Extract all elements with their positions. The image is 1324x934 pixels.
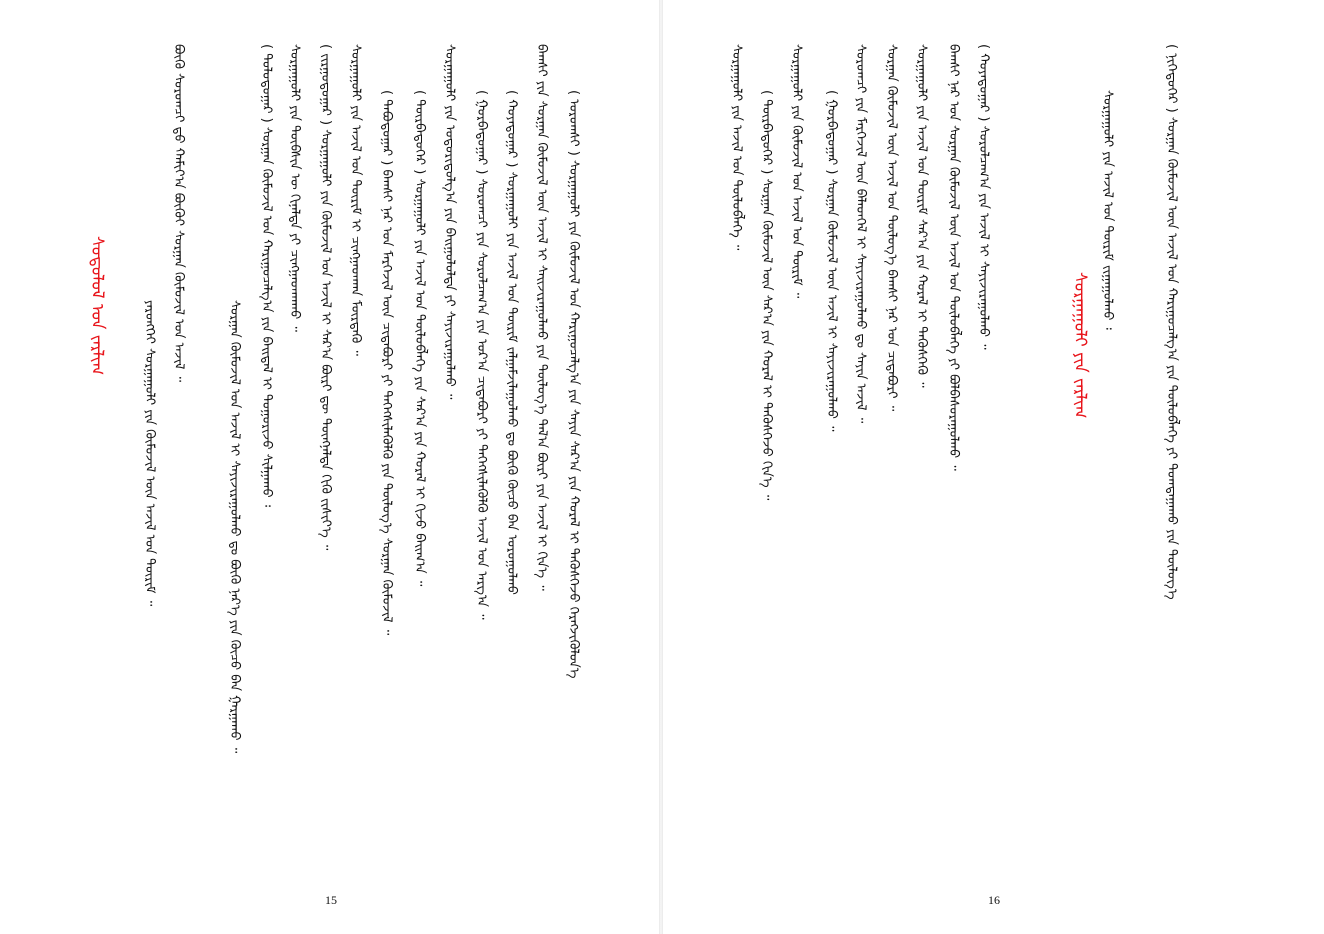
page-number: 16 [988,893,1000,907]
text-line: ᠪᠠᠭᠰᠢ ᠶᠢᠨ ᠰᠤᠷᠭᠠᠨ ᠬᠦᠮᠦᠵᠢᠯ ᠦᠨ ᠠᠵᠢᠯ ᠢ ᠰᠠᠢᠵᠢᠷᠠᠭᠤᠯᠬᠤ ᠶᠢᠨ ᠲᠥᠯᠦᠭ᠎ᠡ ᠲᠠᠯ᠎ᠠ ᠪᠦᠷᠢ ᠶᠢᠨ ᠠᠵᠢᠯ ᠢ ᠬᠢᠨ᠎ᠡ ᠃ [534,44,549,591]
text-line: ( ᠲᠠᠪᠤᠳᠤᠭᠠᠷ ) ᠪᠠᠭᠰᠢ ᠨᠠᠷ ᠤᠨ ᠮᠡᠷᠭᠡᠵᠢᠯ ᠦᠨ ᠴᠢᠳᠠᠪᠤᠷᠢ ᠶᠢ ᠳᠡᠭᠡᠭᠰᠢᠯᠡᠭᠦᠯᠬᠦ ᠶᠢᠨ ᠲᠥᠯᠦᠭ᠎ᠡ ᠰᠤᠷᠭᠠᠨ ᠬᠦᠮᠦᠵᠢᠯ ᠃ [379,90,394,636]
text-line: ᠰᠤᠷᠭᠠᠨ ᠬᠦᠮᠦᠵᠢᠯ ᠤᠨ ᠠᠵᠢᠯ ᠢ ᠰᠠᠶᠢᠵᠢᠷᠠᠭᠤᠯᠬᠤ ᠳᠤ ᠪᠦᠬᠦ ᠨᠡᠷ᠎ᠡ ᠶᠢᠨ ᠬᠦᠴᠦ ᠪᠡᠨ ᠭᠠᠷᠭᠠᠬᠤ ᠃ [227,300,242,754]
text-line: ᠰᠤᠷᠭᠠᠭᠤᠯᠢ ᠶᠢᠨ ᠬᠦᠮᠦᠵᠢᠯ ᠤᠨ ᠠᠵᠢᠯ ᠤᠨ ᠳᠦᠷᠢᠮ ᠃ [789,44,804,299]
text-line: ᠰᠤᠷᠭᠠᠨ ᠬᠦᠮᠦᠵᠢᠯ ᠦᠨ ᠠᠵᠢᠯ ᠤᠨ ᠲᠥᠯᠦᠭ᠎ᠡ ᠪᠠᠭᠰᠢ ᠨᠠᠷ ᠤᠨ ᠴᠢᠳᠠᠪᠤᠷᠢ ᠃ [884,44,899,412]
text-line: ( ᠬᠣᠶᠠᠳᠤᠭᠠᠷ ) ᠰᠤᠷᠭᠠᠭᠤᠯᠢ ᠶᠢᠨ ᠠᠵᠢᠯ ᠤᠨ ᠳᠦᠷᠢᠮ ᠵᠠᠯᠭᠠᠮᠵᠢᠯᠠᠭᠤᠯᠬᠤ ᠳᠤ ᠪᠦᠬᠦ ᠬᠦᠴᠦ ᠪᠡᠨ ᠣᠷᠣᠭᠤᠯᠬᠤ [504,90,519,595]
text-line: ᠶᠡᠷᠦᠩᠬᠡᠢ ᠰᠤᠷᠭᠠᠭᠤᠯᠢ ᠶᠢᠨ ᠬᠦᠮᠦᠵᠢᠯ ᠦᠨ ᠠᠵᠢᠯ ᠤᠨ ᠳᠦᠷᠢᠮ ᠃ [142,300,157,607]
text-line: ᠰᠤᠷᠭᠠᠭᠤᠯᠢ ᠶᠢᠨ ᠠᠵᠢᠯ ᠤᠨ ᠲᠥᠯᠦᠪᠯᠡᠭᠡ ᠃ [729,44,744,251]
text-line: ᠰᠤᠷᠭᠠᠭᠤᠯᠢ ᠶᠢᠨ ᠠᠵᠢᠯ ᠤᠨ ᠳᠦᠷᠢᠮ ᠵᠢᠭᠠᠭᠤᠯᠬᠤ ᠄ [1100,90,1115,330]
text-line: ( ᠨᠢᠭᠡᠳᠦᠭᠡᠷ ) ᠰᠤᠷᠭᠠᠨ ᠬᠦᠮᠦᠵᠢᠯ ᠦᠨ ᠠᠵᠢᠯ ᠤᠨ ᠬᠠᠷᠢᠭᠤᠴᠠᠯᠭ᠎ᠠ ᠶᠢᠨ ᠲᠥᠯᠦᠪᠯᠡᠭᠡ ᠶᠢ ᠲᠣᠭᠲᠠᠭᠠᠬᠤ ᠶᠢᠨ ᠲᠥᠯᠦᠭ᠎ᠡ [1164,44,1179,600]
left-page [0,0,659,934]
text-line: ( ᠭᠤᠷᠪᠠᠳᠤᠭᠠᠷ ) ᠰᠤᠷᠭᠠᠨ ᠬᠦᠮᠦᠵᠢᠯ ᠦᠨ ᠠᠵᠢᠯ ᠢ ᠰᠠᠶᠢᠵᠢᠷᠠᠭᠤᠯᠬᠤ ᠃ [824,90,839,432]
page-number: 15 [325,893,337,907]
right-page-title: ᠰᠤᠷᠭᠠᠭᠤᠯᠢ ᠶᠢᠨ ᠵᠠᠷᠯᠢᠭ [1070,272,1090,419]
text-line: ( ᠳᠦᠷᠪᠡᠳᠦᠭᠡᠷ ) ᠰᠤᠷᠭᠠᠭᠤᠯᠢ ᠶᠢᠨ ᠠᠵᠢᠯ ᠤᠨ ᠲᠥᠯᠦᠪᠯᠡᠭᠡ ᠶᠢᠨ ᠰᠠᠷ᠎ᠠ ᠶᠢᠨ ᠬᠤᠷᠠᠯ ᠢ ᠬᠢᠵᠦ ᠪᠠᠢᠭ᠎ᠠ ᠃ [412,90,427,587]
text-line: ᠪᠦᠬᠦ ᠰᠤᠷᠤᠭᠴᠢ ᠳ᠋ᠤ ᠬᠠᠮᠢᠶ᠎ᠠ ᠪᠦᠬᠦᠢ ᠰᠤᠷᠭᠠᠨ ᠬᠦᠮᠦᠵᠢᠯ ᠤᠨ ᠠᠵᠢᠯ ᠃ [171,44,186,383]
text-line: ( ᠳᠣᠯᠣᠳᠤᠭᠠᠷ ) ᠰᠤᠷᠭᠠᠨ ᠬᠦᠮᠦᠵᠢᠯ ᠤᠨ ᠬᠠᠷᠢᠭᠤᠴᠠᠯᠭ᠎ᠠ ᠶᠢᠨ ᠪᠠᠢᠳᠠᠯ ᠢ ᠲᠤᠭᠤᠷᠢᠵᠤ ᠰᠢᠯᠭᠠᠬᠤ ᠄ [259,44,274,507]
right-page [663,0,1324,934]
text-line: ( ᠤᠷᠤᠭᠰᠢ ) ᠰᠤᠷᠭᠠᠭᠤᠯᠢ ᠶᠢᠨ ᠬᠦᠮᠦᠵᠢᠯ ᠤᠨ ᠬᠠᠷᠢᠭᠤᠴᠠᠯᠭ᠎ᠠ ᠶᠢᠨ ᠰᠠᠶᠢᠨ ᠰᠠᠷ᠎ᠠ ᠶᠢᠨ ᠬᠤᠷᠠᠯ ᠢ ᠲᠡᠭᠦᠰᠬᠡᠵᠦ ᠬᠡᠷᠡᠭᠵᠢᠭᠦᠯᠦᠨ᠎ᠡ [566,90,581,679]
text-line: ᠰᠤᠷᠭᠠᠭᠤᠯᠢ ᠶᠢᠨ ᠠᠵᠢᠯ ᠤᠨ ᠳᠦᠷᠢᠮ ᠢ ᠴᠢᠩᠭᠠᠳᠬᠠᠨ ᠮᠥᠷᠳᠡᠬᠦ ᠃ [348,44,363,356]
text-line: ᠰᠤᠷᠤᠭᠴᠢ ᠶᠢᠨ ᠮᠡᠷᠭᠡᠵᠢᠯ ᠦᠨ ᠪᠡᠯᠡᠳᠬᠡᠯ ᠢ ᠰᠠᠶᠢᠵᠢᠷᠠᠭᠤᠯᠬᠤ ᠳᠤ ᠰᠠᠶᠢᠨ ᠠᠵᠢᠯ ᠃ [853,44,868,424]
text-line: ( ᠳᠦᠷᠪᠡᠳᠦᠭᠡᠷ ) ᠰᠤᠷᠭᠠᠨ ᠬᠦᠮᠦᠵᠢᠯ ᠦᠨ ᠰᠠᠷ᠎ᠠ ᠶᠢᠨ ᠬᠤᠷᠠᠯ ᠢ ᠲᠡᠭᠦᠰᠬᠡᠵᠦ ᠬᠢᠨ᠎ᠡ ᠃ [759,90,774,501]
text-line: ( ᠬᠣᠶᠠᠳᠤᠭᠠᠷ ) ᠰᠤᠷᠤᠯᠴᠠᠭ᠎ᠠ ᠶᠢᠨ ᠠᠵᠢᠯ ᠢ ᠰᠠᠶᠢᠵᠢᠷᠠᠭᠤᠯᠬᠤ ᠃ [976,44,991,350]
text-line: ᠰᠤᠷᠭᠠᠭᠤᠯᠢ ᠶᠢᠨ ᠤᠳᠤᠷᠢᠳᠤᠯᠭ᠎ᠠ ᠶᠢᠨ ᠪᠠᠢᠭᠤᠯᠤᠯᠲᠠ ᠶᠢ ᠰᠠᠶᠢᠵᠢᠷᠠᠭᠤᠯᠬᠤ ᠃ [442,44,457,400]
text-line: ᠰᠤᠷᠭᠠᠭᠤᠯᠢ ᠶᠢᠨ ᠲᠦᠪᠰᠢᠨ ᠦ ᠬᠢᠨᠠᠯᠲᠠ ᠶᠢ ᠴᠢᠩᠭᠠᠳᠬᠠᠬᠤ ᠃ [287,44,302,332]
text-line: ( ᠭᠤᠷᠪᠠᠳᠤᠭᠠᠷ ) ᠰᠤᠷᠤᠭᠴᠢ ᠶᠢᠨ ᠰᠤᠷᠤᠯᠴᠠᠭ᠎ᠠ ᠶᠢᠨ ᠤᠷ᠎ᠠ ᠴᠢᠳᠠᠪᠤᠷᠢ ᠶᠢ ᠳᠡᠭᠡᠭᠰᠢᠯᠡᠭᠦᠯᠬᠦ ᠠᠵᠢᠯ ᠤᠨ ᠠᠷᠭ᠎ᠠ ᠃ [474,90,489,620]
text-line: ( ᠵᠢᠷᠭᠤᠳᠤᠭᠠᠷ ) ᠰᠤᠷᠭᠠᠭᠤᠯᠢ ᠶᠢᠨ ᠬᠦᠮᠦᠵᠢᠯ ᠤᠨ ᠠᠵᠢᠯ ᠢ ᠰᠠᠷ᠎ᠠ ᠪᠦᠷᠢ ᠳᠦ ᠳᠦᠩᠨᠡᠯᠲᠡ ᠬᠢᠬᠦ ᠵᠢᠱᠢᠶ᠎ᠡ ᠃ [318,44,333,551]
text-line: ᠰᠤᠷᠭᠠᠭᠤᠯᠢ ᠶᠢᠨ ᠠᠵᠢᠯ ᠤᠨ ᠳᠦᠷᠢᠮ ᠰᠠᠷ᠎ᠠ ᠶᠢᠨ ᠬᠤᠷᠠᠯ ᠢ ᠲᠡᠭᠦᠰᠬᠡᠬᠦ ᠃ [914,44,929,388]
left-page-title: ᠰᠤᠳᠤᠯᠤᠯ ᠤᠨ ᠵᠠᠷᠯᠢᠭ [87,236,107,376]
text-line: ᠪᠠᠭᠰᠢ ᠨᠠᠷ ᠤᠨ ᠰᠤᠷᠭᠠᠨ ᠬᠦᠮᠦᠵᠢᠯ ᠦᠨ ᠠᠵᠢᠯ ᠤᠨ ᠲᠥᠯᠦᠪᠯᠡᠭᠡ ᠶᠢ ᠪᠣᠯᠪᠠᠰᠤᠷᠠᠭᠤᠯᠬᠤ ᠃ [946,44,961,471]
